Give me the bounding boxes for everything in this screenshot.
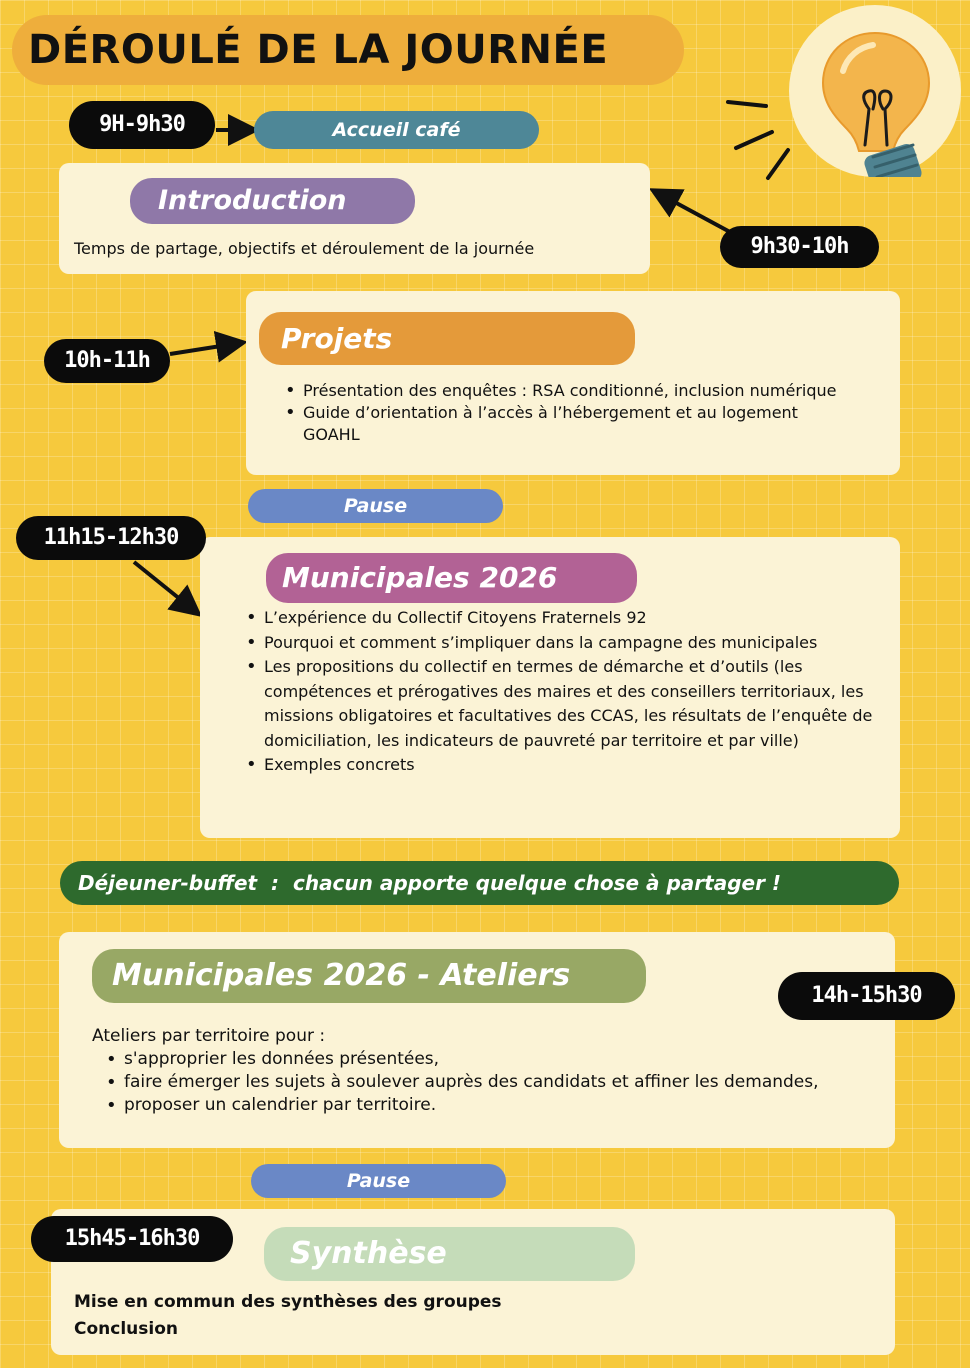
list-item: • Présentation des enquêtes : RSA conditionné, inclusion numérique	[283, 380, 843, 402]
pause-pill-2: Pause	[251, 1164, 506, 1198]
accueil-pill: Accueil café	[254, 111, 539, 149]
municipales-list	[244, 606, 880, 778]
page-title: DÉROULÉ DE LA JOURNÉE	[12, 15, 684, 85]
synthese-text-2: Conclusion	[74, 1319, 178, 1339]
list-item: • Guide d’orientation à l’accès à l’hébergement et au logement GOAHL	[283, 402, 843, 446]
introduction-pill: Introduction	[130, 178, 415, 224]
light-rays-icon	[722, 92, 802, 192]
projets-pill: Projets	[259, 312, 635, 365]
introduction-text: Temps de partage, objectifs et déroulement de la journée	[74, 239, 535, 258]
list-item: • s'approprier les données présentées,	[104, 1048, 844, 1071]
projets-list	[283, 380, 843, 446]
lightbulb-icon	[789, 5, 961, 177]
list-item: • Les propositions du collectif en termes de démarche et d’outils (les compétences et prérogatives des maires et des conseillers territoriaux, les missions obligatoires et facultatives des CCAS, les résultats de l’enquête de domiciliation, les indicateurs de pauvreté par territoire et par ville)	[244, 655, 880, 753]
time-badge-projets: 10h-11h	[44, 339, 170, 383]
time-badge-ateliers: 14h-15h30	[778, 972, 955, 1020]
list-item: • L’expérience du Collectif Citoyens Fraternels 92	[244, 606, 880, 631]
time-badge-synthese: 15h45-16h30	[31, 1216, 233, 1262]
arrow-municipales	[134, 562, 196, 612]
ateliers-list	[104, 1048, 844, 1117]
ateliers-intro: Ateliers par territoire pour :	[92, 1026, 326, 1046]
pause-pill-1: Pause	[248, 489, 503, 523]
time-badge-accueil: 9H-9h30	[69, 101, 215, 149]
list-item: • faire émerger les sujets à soulever auprès des candidats et affiner les demandes,	[104, 1071, 844, 1094]
list-item: • proposer un calendrier par territoire.	[104, 1094, 844, 1117]
dejeuner-banner: Déjeuner-buffet : chacun apporte quelque chose à partager !	[60, 861, 899, 905]
synthese-text-1: Mise en commun des synthèses des groupes	[74, 1292, 502, 1312]
municipales-pill: Municipales 2026	[266, 553, 637, 603]
arrow-introduction	[656, 192, 730, 232]
time-badge-introduction: 9h30-10h	[720, 226, 879, 268]
ateliers-pill: Municipales 2026 - Ateliers	[92, 949, 646, 1003]
list-item: • Pourquoi et comment s’impliquer dans la campagne des municipales	[244, 631, 880, 656]
time-badge-municipales: 11h15-12h30	[16, 516, 206, 560]
arrow-projets	[170, 343, 240, 354]
synthese-pill: Synthèse	[264, 1227, 635, 1281]
list-item: • Exemples concrets	[244, 753, 880, 778]
